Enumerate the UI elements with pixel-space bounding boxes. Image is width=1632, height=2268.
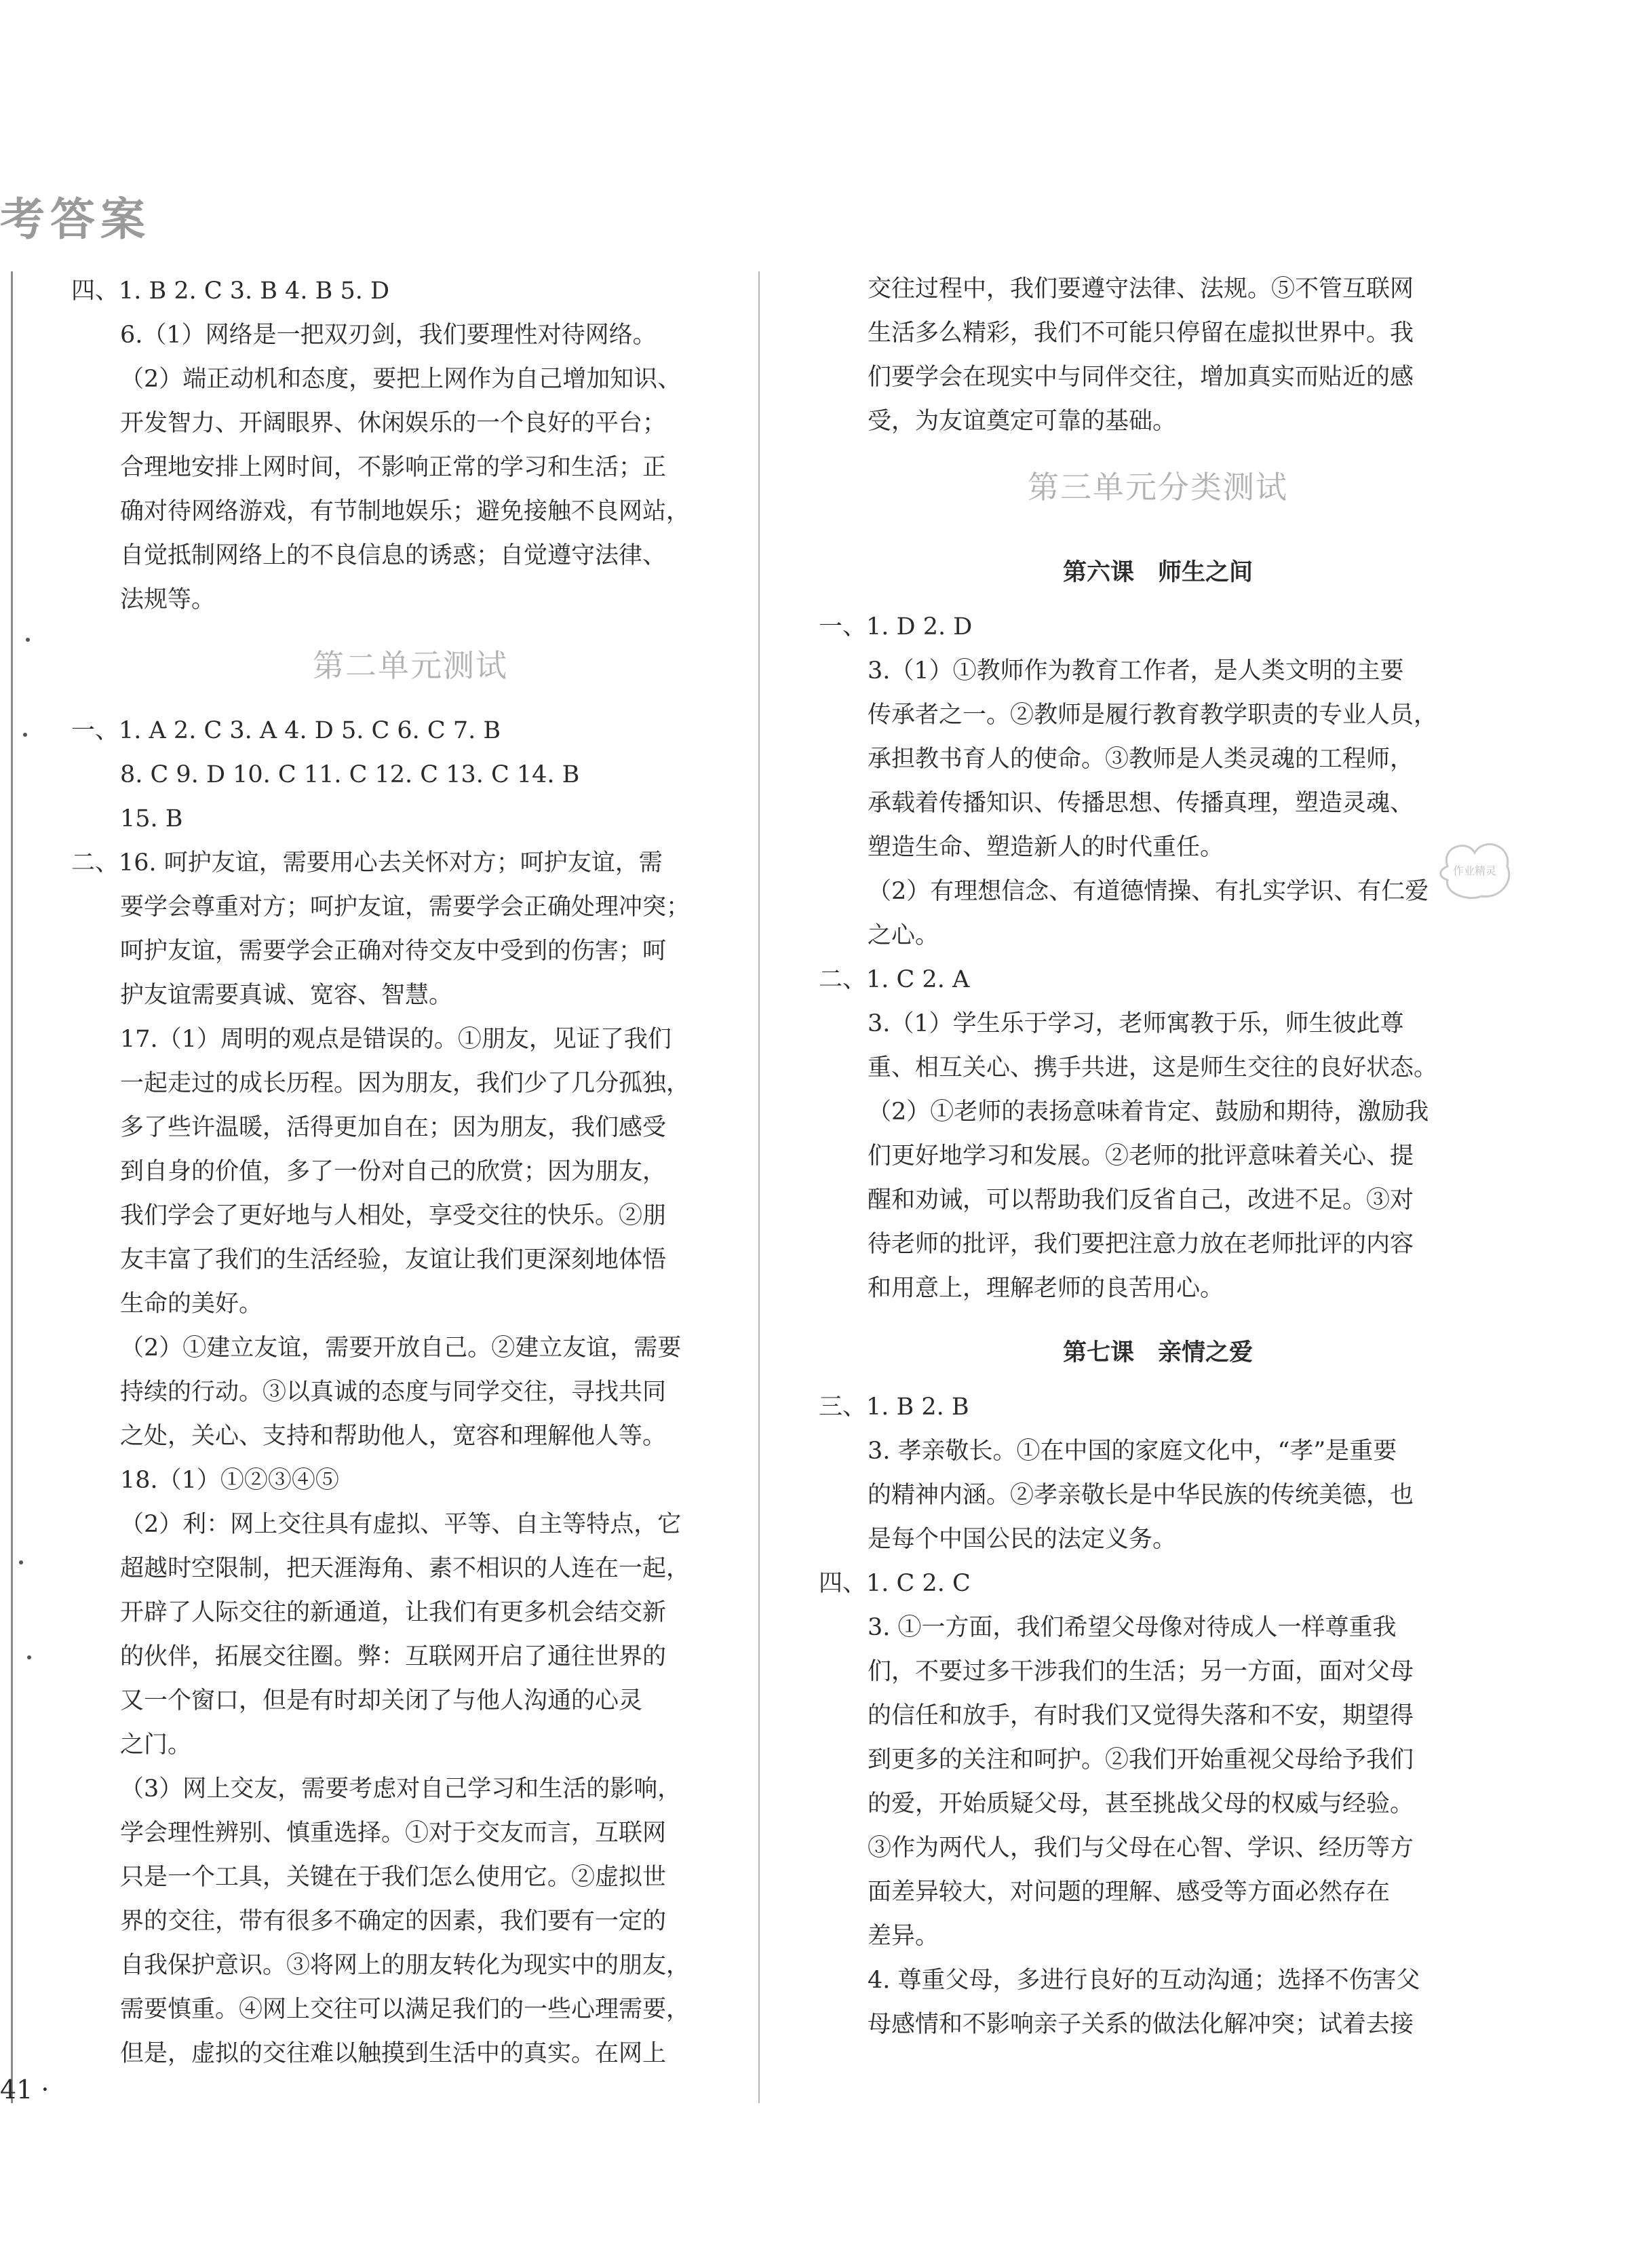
answer-line: （2）利：网上交往具有虚拟、平等、自主等特点，它 bbox=[120, 1511, 682, 1538]
answer-line: 二、16. 呵护友谊，需要用心去关怀对方；呵护友谊，需 bbox=[71, 849, 663, 877]
answer-line: 之门。 bbox=[120, 1731, 192, 1758]
answer-line: 学会理性辨别、慎重选择。①对于交友而言，互联网 bbox=[120, 1820, 667, 1847]
left-margin-rule bbox=[11, 271, 13, 2103]
answer-line: 之心。 bbox=[868, 922, 939, 949]
answer-line: 一、1. A 2. C 3. A 4. D 5. C 6. C 7. B bbox=[71, 717, 501, 744]
page-number: 41 · bbox=[0, 2075, 50, 2104]
answer-line: 自觉抵制网络上的不良信息的诱惑；自觉遵守法律、 bbox=[120, 542, 667, 569]
answer-line: （2）①建立友谊，需要开放自己。②建立友谊，需要 bbox=[120, 1334, 682, 1362]
margin-dot bbox=[26, 638, 30, 642]
answer-line: 17.（1）周明的观点是错误的。①朋友，见证了我们 bbox=[120, 1026, 672, 1053]
answer-line: 三、1. B 2. B bbox=[819, 1394, 969, 1421]
answer-line: 和用意上，理解老师的良苦用心。 bbox=[868, 1275, 1224, 1302]
answer-line: 界的交往，带有很多不确定的因素，我们要有一定的 bbox=[120, 1908, 667, 1935]
margin-dot bbox=[19, 1560, 23, 1564]
answer-line: 承载着传播知识、传播思想、传播真理，塑造灵魂、 bbox=[868, 790, 1414, 817]
answer-line: 到更多的关注和呵护。②我们开始重视父母给予我们 bbox=[868, 1746, 1414, 1773]
answer-line: 的伙伴，拓展交往圈。弊：互联网开启了通往世界的 bbox=[120, 1643, 667, 1670]
answer-line: 18.（1）①②③④⑤ bbox=[120, 1467, 339, 1494]
answer-line: 的信任和放手，有时我们又觉得失落和不安，期望得 bbox=[868, 1702, 1414, 1729]
answer-line: 们要学会在现实中与同伴交往，增加真实而贴近的感 bbox=[868, 364, 1414, 391]
answer-line: 差异。 bbox=[868, 1923, 939, 1950]
stamp-text: 作业精灵 bbox=[1452, 864, 1497, 877]
answer-line: 超越时空限制，把天涯海角、素不相识的人连在一起， bbox=[120, 1555, 691, 1582]
margin-dot bbox=[23, 733, 27, 737]
answer-line: 3. 孝亲敬长。①在中国的家庭文化中，“孝”是重要 bbox=[868, 1438, 1397, 1465]
answer-line: 到自身的价值，多了一份对自己的欣赏；因为朋友， bbox=[120, 1158, 667, 1185]
answer-line: 开发智力、开阔眼界、休闲娱乐的一个良好的平台； bbox=[120, 410, 667, 437]
answer-line: 醒和劝诫，可以帮助我们反省自己，改进不足。③对 bbox=[868, 1187, 1414, 1214]
unit2-section-title: 第二单元测试 bbox=[313, 647, 508, 684]
answer-line: 又一个窗口，但是有时却关闭了与他人沟通的心灵 bbox=[120, 1687, 643, 1714]
answer-line: 3. ①一方面，我们希望父母像对待成人一样尊重我 bbox=[868, 1614, 1397, 1641]
answer-line: 呵护友谊，需要学会正确对待交友中受到的伤害；呵 bbox=[120, 938, 667, 965]
answer-line: 承担教书育人的使命。③教师是人类灵魂的工程师， bbox=[868, 746, 1414, 773]
margin-dot bbox=[27, 1655, 31, 1659]
answer-line: 我们学会了更好地与人相处，享受交往的快乐。②朋 bbox=[120, 1202, 667, 1229]
answer-line: 重、相互关心、携手共进，这是师生交往的良好状态。 bbox=[868, 1054, 1438, 1081]
answer-line: 友丰富了我们的生活经验，友谊让我们更深刻地体悟 bbox=[120, 1246, 667, 1273]
answer-line: 的爱，开始质疑父母，甚至挑战父母的权威与经验。 bbox=[868, 1790, 1414, 1818]
answer-line: 15. B bbox=[120, 805, 183, 832]
answer-line: 确对待网络游戏，有节制地娱乐；避免接触不良网站， bbox=[120, 498, 691, 525]
answer-line: 受，为友谊奠定可靠的基础。 bbox=[868, 408, 1177, 435]
page-header-title: 考答案 bbox=[0, 193, 151, 246]
answer-line: 需要慎重。④网上交往可以满足我们的一些心理需要， bbox=[120, 1996, 691, 2023]
right-column bbox=[819, 267, 1497, 2047]
answer-line: （2）端正动机和态度，要把上网作为自己增加知识、 bbox=[120, 366, 682, 393]
answer-line: 们，不要过多干涉我们的生活；另一方面，面对父母 bbox=[868, 1658, 1414, 1685]
lesson6-title: 第六课 师生之间 bbox=[1062, 559, 1253, 586]
answer-line: 8. C 9. D 10. C 11. C 12. C 13. C 14. B bbox=[120, 761, 580, 788]
answer-line: 3.（1）①教师作为教育工作者，是人类文明的主要 bbox=[868, 657, 1404, 685]
answer-line: 面差异较大，对问题的理解、感受等方面必然存在 bbox=[868, 1879, 1391, 1906]
answer-line: （2）有理想信念、有道德情操、有扎实学识、有仁爱 bbox=[868, 878, 1429, 905]
answer-line: 塑造生命、塑造新人的时代重任。 bbox=[868, 834, 1224, 861]
answer-line: 四、1. B 2. C 3. B 4. B 5. D bbox=[71, 277, 390, 305]
answer-line: （2）①老师的表扬意味着肯定、鼓励和期待，激励我 bbox=[868, 1098, 1429, 1126]
answer-line: 一起走过的成长历程。因为朋友，我们少了几分孤独， bbox=[120, 1070, 691, 1097]
answer-line: 生活多么精彩，我们不可能只停留在虚拟世界中。我 bbox=[868, 320, 1414, 347]
answer-line: 开辟了人际交往的新通道，让我们有更多机会结交新 bbox=[120, 1599, 667, 1626]
answer-line: ③作为两代人，我们与父母在心智、学识、经历等方 bbox=[868, 1834, 1414, 1862]
answer-line: 3.（1）学生乐于学习，老师寓教于乐，师生彼此尊 bbox=[868, 1010, 1404, 1037]
answer-line: 4. 尊重父母，多进行良好的互动沟通；选择不伤害父 bbox=[868, 1967, 1420, 1994]
column-divider bbox=[758, 271, 760, 2103]
answer-line: 但是，虚拟的交往难以触摸到生活中的真实。在网上 bbox=[120, 2040, 667, 2067]
answer-line: （3）网上交友，需要考虑对自己学习和生活的影响， bbox=[120, 1775, 682, 1803]
answer-line: 多了些许温暖，活得更加自在；因为朋友，我们感受 bbox=[120, 1114, 667, 1141]
unit3-section-title: 第三单元分类测试 bbox=[1028, 469, 1288, 505]
answer-line: 之处，关心、支持和帮助他人，宽容和理解他人等。 bbox=[120, 1423, 667, 1450]
answer-line: 待老师的批评，我们要把注意力放在老师批评的内容 bbox=[868, 1231, 1414, 1258]
answer-line: 要学会尊重对方；呵护友谊，需要学会正确处理冲突； bbox=[120, 893, 691, 921]
answer-line: 四、1. C 2. C bbox=[819, 1570, 971, 1597]
answer-line: 护友谊需要真诚、宽容、智慧。 bbox=[120, 982, 453, 1009]
answer-line: 们更好地学习和发展。②老师的批评意味着关心、提 bbox=[868, 1142, 1414, 1170]
left-column bbox=[71, 269, 750, 2076]
answer-line: 合理地安排上网时间，不影响正常的学习和生活；正 bbox=[120, 454, 667, 481]
watermark-stamp bbox=[1434, 839, 1515, 902]
answer-line: 是每个中国公民的法定义务。 bbox=[868, 1526, 1177, 1553]
answer-line: 交往过程中，我们要遵守法律、法规。⑤不管互联网 bbox=[868, 275, 1414, 303]
answer-line: 法规等。 bbox=[120, 586, 216, 613]
answer-line: 自我保护意识。③将网上的朋友转化为现实中的朋友， bbox=[120, 1952, 691, 1979]
answer-line: 只是一个工具，关键在于我们怎么使用它。②虚拟世 bbox=[120, 1864, 667, 1891]
answer-line: 传承者之一。②教师是履行教育教学职责的专业人员， bbox=[868, 701, 1438, 729]
answer-line: 生命的美好。 bbox=[120, 1290, 263, 1318]
answer-line: 6.（1）网络是一把双刃剑，我们要理性对待网络。 bbox=[120, 322, 657, 349]
lesson7-title: 第七课 亲情之爱 bbox=[1062, 1339, 1253, 1366]
answer-line: 二、1. C 2. A bbox=[819, 966, 970, 993]
answer-line: 持续的行动。③以真诚的态度与同学交往，寻找共同 bbox=[120, 1379, 667, 1406]
answer-line: 母感情和不影响亲子关系的做法化解冲突；试着去接 bbox=[868, 2011, 1414, 2038]
answer-line: 的精神内涵。②孝亲敬长是中华民族的传统美德，也 bbox=[868, 1482, 1414, 1509]
answer-line: 一、1. D 2. D bbox=[819, 613, 973, 640]
